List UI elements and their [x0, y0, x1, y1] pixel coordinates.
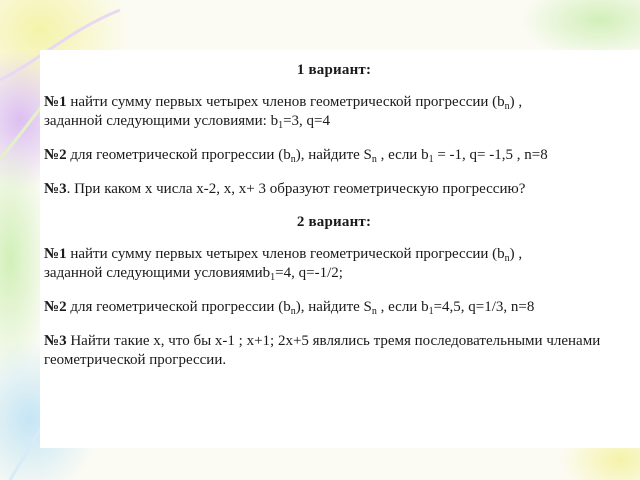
task-number: №1	[44, 94, 67, 110]
variant2-title: 2 вариант:	[296, 214, 372, 230]
variant2-task2: №2 для геометрической прогрессии $(b_n)$, найдите $S_n$ , если $b_1=4,5$, q=1/3, n=8	[44, 299, 535, 317]
task-number: №1	[44, 246, 67, 262]
task-number: №2	[44, 147, 67, 163]
variant1-task2: №2 для геометрической прогрессии $(b_n)$, найдите $S_n$ , если $b_1 = -1$, q= -1,5 , n=8	[44, 147, 548, 165]
variant2-task3: №3 Найти такие x, что бы x-1 ; x+1; 2x+5 являлись тремя последовательными членами геометрической прогрессии.	[44, 333, 601, 368]
task-number: №3	[44, 333, 67, 349]
variant1-task1: №1 найти сумму первых четырех членов геометрической прогрессии $(b_n)$ , заданной следующими условиями: $b_1=3$, q=4	[44, 94, 523, 131]
variant1-title: 1 вариант:	[296, 62, 372, 78]
variant1-task3: №3. При каком x числа x-2, x, x+ 3 образуют геометрическую прогрессию?	[44, 181, 526, 197]
worksheet	[44, 62, 624, 385]
task-number: №2	[44, 299, 67, 315]
task-number: №3	[44, 181, 67, 197]
variant2-task1: №1 найти сумму первых четырех членов геометрической прогрессии $(b_n)$ , заданной следующими условиямиb$_1$=4, q=-1/2;	[44, 246, 523, 283]
